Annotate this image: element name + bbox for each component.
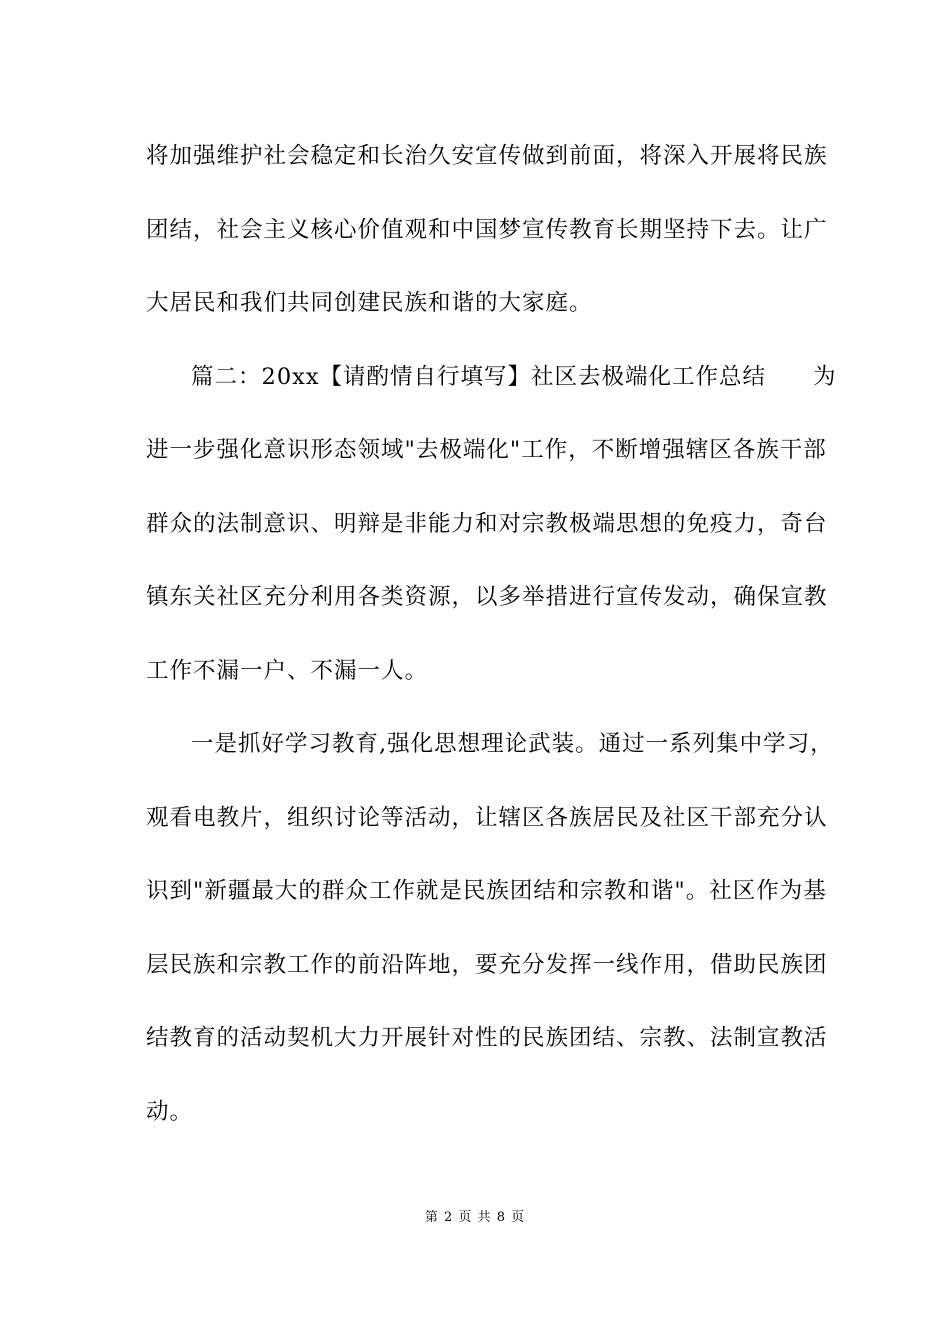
text-line: 识到"新疆最大的群众工作就是民族团结和宗教和谐"。社区作为基 xyxy=(146,878,827,904)
text-line: 团结，社会主义核心价值观和中国梦宣传教育长期坚持下去。让广 xyxy=(146,216,828,243)
text-line: 群众的法制意识、明辩是非能力和对宗教极端思想的免疫力，奇台 xyxy=(146,510,828,537)
page-footer xyxy=(0,1208,950,1228)
text-line: 大居民和我们共同创建民族和谐的大家庭。 xyxy=(146,290,593,316)
text-line: 结教育的活动契机大力开展针对性的民族团结、宗教、法制宣教活 xyxy=(146,1025,828,1051)
text-line: 工作不漏一户、不漏一人。 xyxy=(146,657,429,684)
text-line: 层民族和宗教工作的前沿阵地，要充分发挥一线作用，借助民族团 xyxy=(146,951,828,978)
text-line: 将加强维护社会稳定和长治久安宣传做到前面，将深入开展将民族 xyxy=(146,143,828,169)
section-heading-line: 篇二：20xx【请酌情自行填写】社区去极端化工作总结 为 xyxy=(191,363,837,390)
text-line: 一是抓好学习教育,强化思想理论武装。通过一系列集中学习， xyxy=(191,731,834,757)
text-line: 观看电教片，组织讨论等活动，让辖区各族居民及社区干部充分认 xyxy=(146,804,828,831)
document-body xyxy=(146,128,837,1157)
text-line: 动。 xyxy=(146,1098,194,1125)
text-line: 进一步强化意识形态领域"去极端化"工作，不断增强辖区各族干部 xyxy=(146,437,827,463)
text-line: 镇东关社区充分利用各类资源，以多举措进行宣传发动，确保宣教 xyxy=(146,584,828,610)
page-number: 第 2 页 共 8 页 xyxy=(424,1210,526,1225)
